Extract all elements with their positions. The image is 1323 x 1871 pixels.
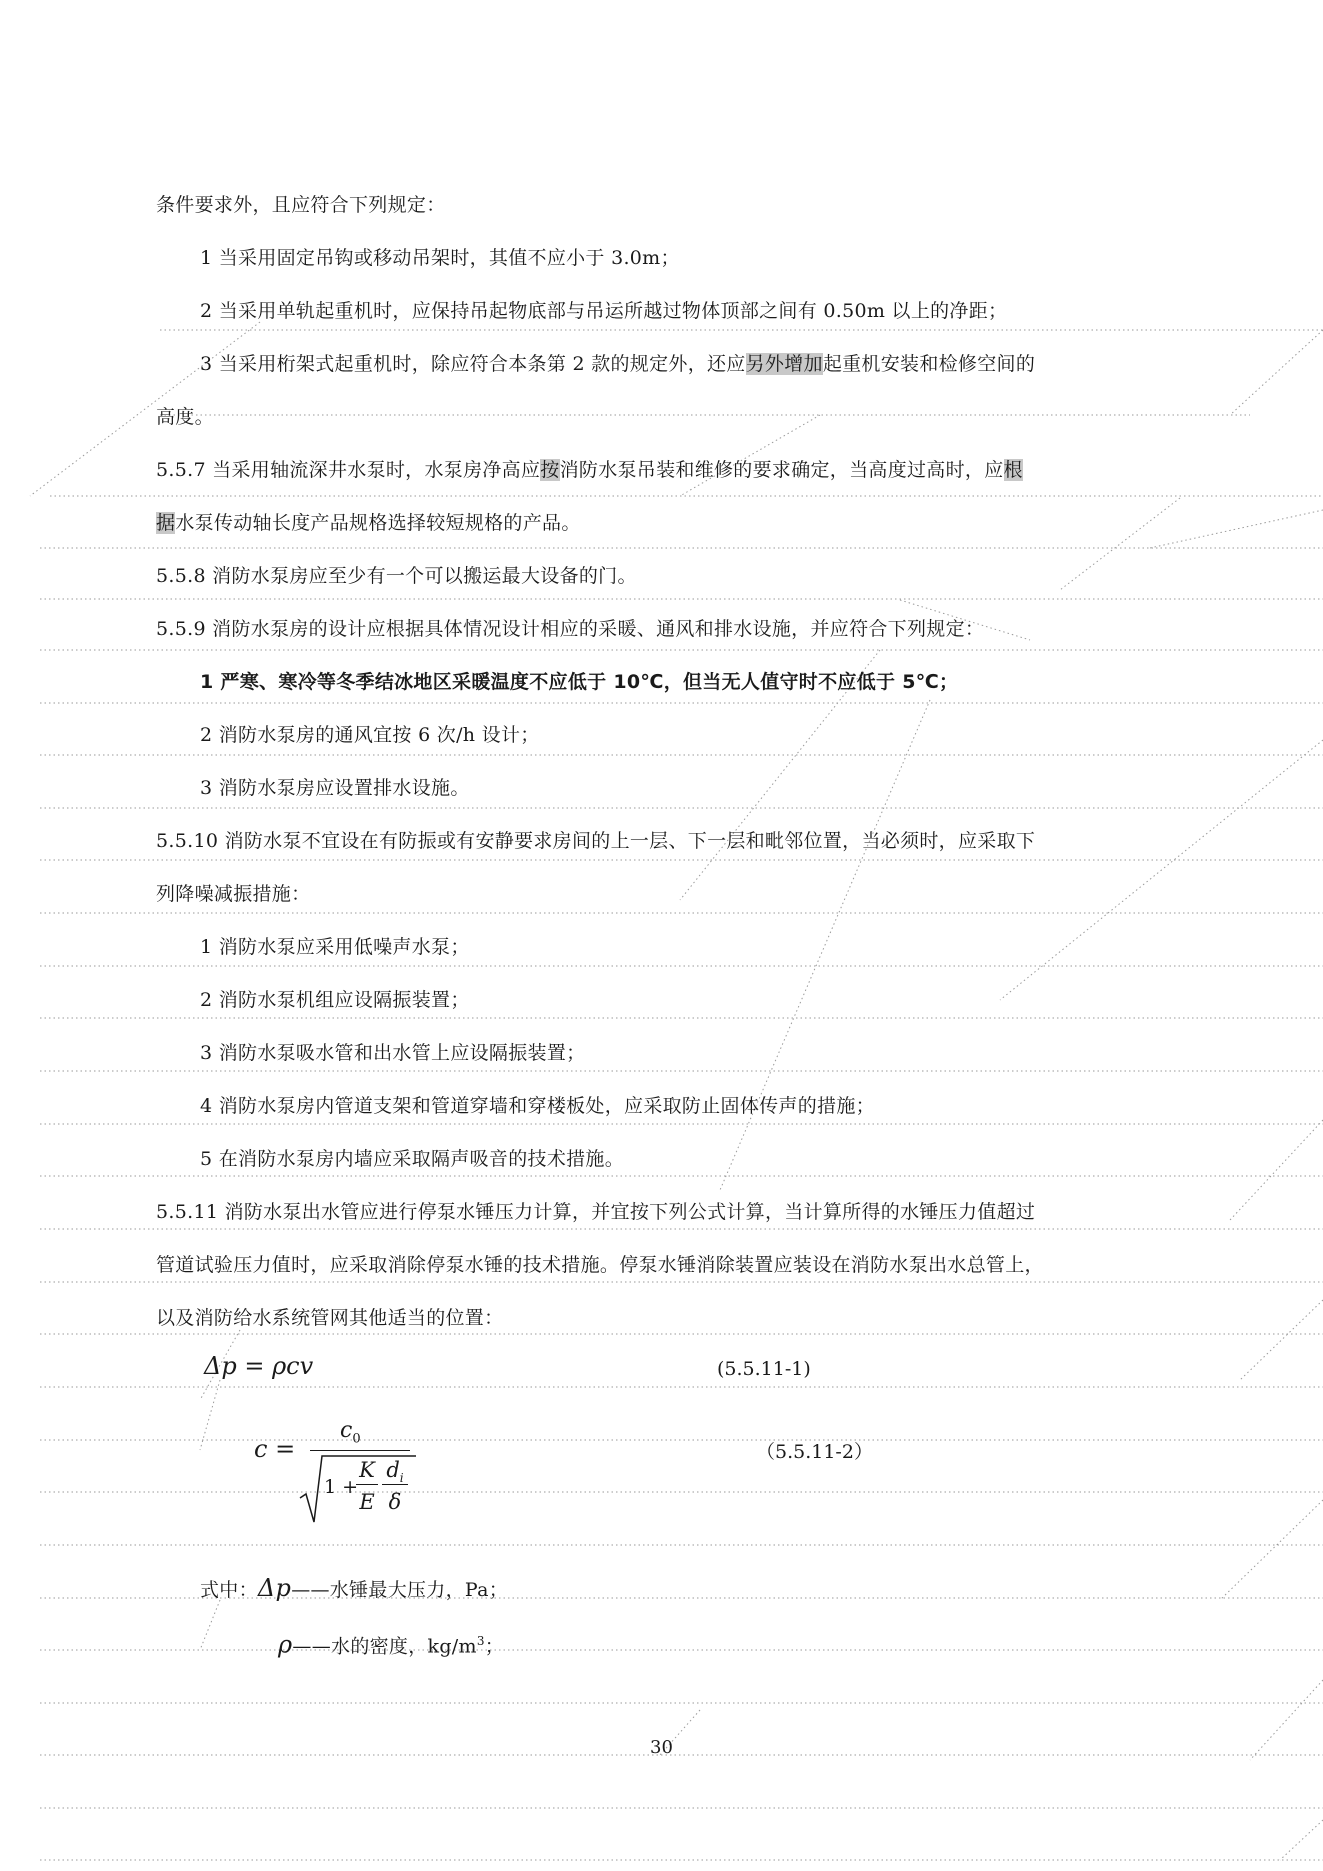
text-span: 消防水泵吊装和维修的要求确定，当高度过高时，应: [559, 459, 1004, 481]
clause-5-5-8: 5.5.8 消防水泵房应至少有一个可以搬运最大设备的门。: [156, 565, 637, 587]
one-plus: 1 +: [324, 1476, 359, 1498]
dp-symbol: Δp: [257, 1574, 292, 1602]
list-item: 2 消防水泵房的通风宜按 6 次/h 设计；: [200, 724, 540, 746]
delta-symbol: δ: [388, 1490, 402, 1514]
highlighted-text: 根: [1003, 459, 1023, 481]
numerator: [340, 1418, 361, 1446]
equation-2-lhs: c =: [254, 1435, 296, 1463]
definition-rho: [278, 1629, 504, 1658]
text-line: 以及消防给水系统管网其他适当的位置：: [156, 1307, 504, 1329]
list-item: 2 消防水泵机组应设隔振装置；: [200, 989, 470, 1011]
equation-1: Δp = ρcv: [204, 1352, 314, 1380]
subscript: 0: [352, 1431, 361, 1447]
text-span: 5.5.7 当采用轴流深井水泵时，水泵房净高应: [156, 459, 541, 481]
list-item: 3 消防水泵房应设置排水设施。: [200, 777, 470, 799]
list-item: 1 当采用固定吊钩或移动吊架时，其值不应小于 3.0m；: [200, 247, 680, 269]
highlighted-text: 另外增加: [745, 353, 823, 375]
d-symbol: d: [386, 1458, 400, 1482]
text-line: 高度。: [156, 406, 214, 428]
list-item: [200, 352, 1035, 376]
text-span: 式中：: [200, 1579, 258, 1601]
definition-dp: [200, 1576, 508, 1602]
equation-2-number: （5.5.11-2）: [756, 1441, 873, 1463]
c-symbol: c: [340, 1418, 353, 1443]
highlighted-text: 据: [156, 512, 176, 534]
clause-5-5-9: 5.5.9 消防水泵房的设计应根据具体情况设计相应的采暖、通风和排水设施，并应符合下列规定：: [156, 618, 985, 640]
superscript: 3: [476, 1634, 485, 1648]
text-span: ；: [484, 1635, 505, 1658]
di-symbol: [382, 1458, 408, 1485]
page-number: 30: [650, 1737, 673, 1758]
clause-5-5-7: [156, 458, 1023, 482]
list-item-bold: 1 严寒、寒冷等冬季结冰地区采暖温度不应低于 10℃，但当无人值守时不应低于 5℃；: [200, 671, 959, 693]
list-item: 2 当采用单轨起重机时，应保持吊起物底部与吊运所越过物体顶部之间有 0.50m 以上的净距；: [200, 300, 1008, 322]
highlighted-text: 按: [540, 459, 560, 481]
list-item: 4 消防水泵房内管道支架和管道穿墙和穿楼板处，应采取防止固体传声的措施；: [200, 1095, 875, 1117]
fraction-bar: [310, 1450, 410, 1451]
list-item: 1 消防水泵应采用低噪声水泵；: [200, 936, 470, 958]
text-span: 3 当采用桁架式起重机时，除应符合本条第 2 款的规定外，还应: [200, 353, 746, 375]
text-span: 水泵传动轴长度产品规格选择较短规格的产品。: [175, 512, 581, 534]
clause-5-5-11: 5.5.11 消防水泵出水管应进行停泵水锤压力计算，并宜按下列公式计算，当计算所得的水锤压力值超过: [156, 1201, 1036, 1223]
text-line: 管道试验压力值时，应采取消除停泵水锤的技术措施。停泵水锤消除装置应装设在消防水泵出水总管上，: [156, 1254, 1044, 1276]
list-item: 3 消防水泵吸水管和出水管上应设隔振装置；: [200, 1042, 586, 1064]
text-span: ——水锤最大压力，Pa；: [291, 1579, 509, 1601]
clause-5-5-10: 5.5.10 消防水泵不宜设在有防振或有安静要求房间的上一层、下一层和毗邻位置，当必须时，应采取下: [156, 830, 1036, 852]
E-symbol: E: [359, 1490, 375, 1514]
text-span: 起重机安装和检修空间的: [822, 353, 1036, 375]
equation-1-number: (5.5.11-1): [717, 1358, 811, 1380]
text-span: ——水的密度，kg/m: [292, 1635, 477, 1658]
K-symbol: K: [359, 1458, 375, 1482]
inner-fraction-bar: [382, 1484, 408, 1485]
text-line: 列降噪减振措施：: [156, 883, 311, 905]
equation-2-fraction: [298, 1418, 418, 1528]
list-item: 5 在消防水泵房内墙应采取隔声吸音的技术措施。: [200, 1148, 625, 1170]
text-line: 条件要求外，且应符合下列规定：: [156, 194, 446, 216]
rho-symbol: ρ: [278, 1630, 293, 1659]
inner-fraction-bar: [356, 1484, 378, 1485]
text-line: [156, 511, 581, 535]
subscript: i: [399, 1471, 404, 1486]
